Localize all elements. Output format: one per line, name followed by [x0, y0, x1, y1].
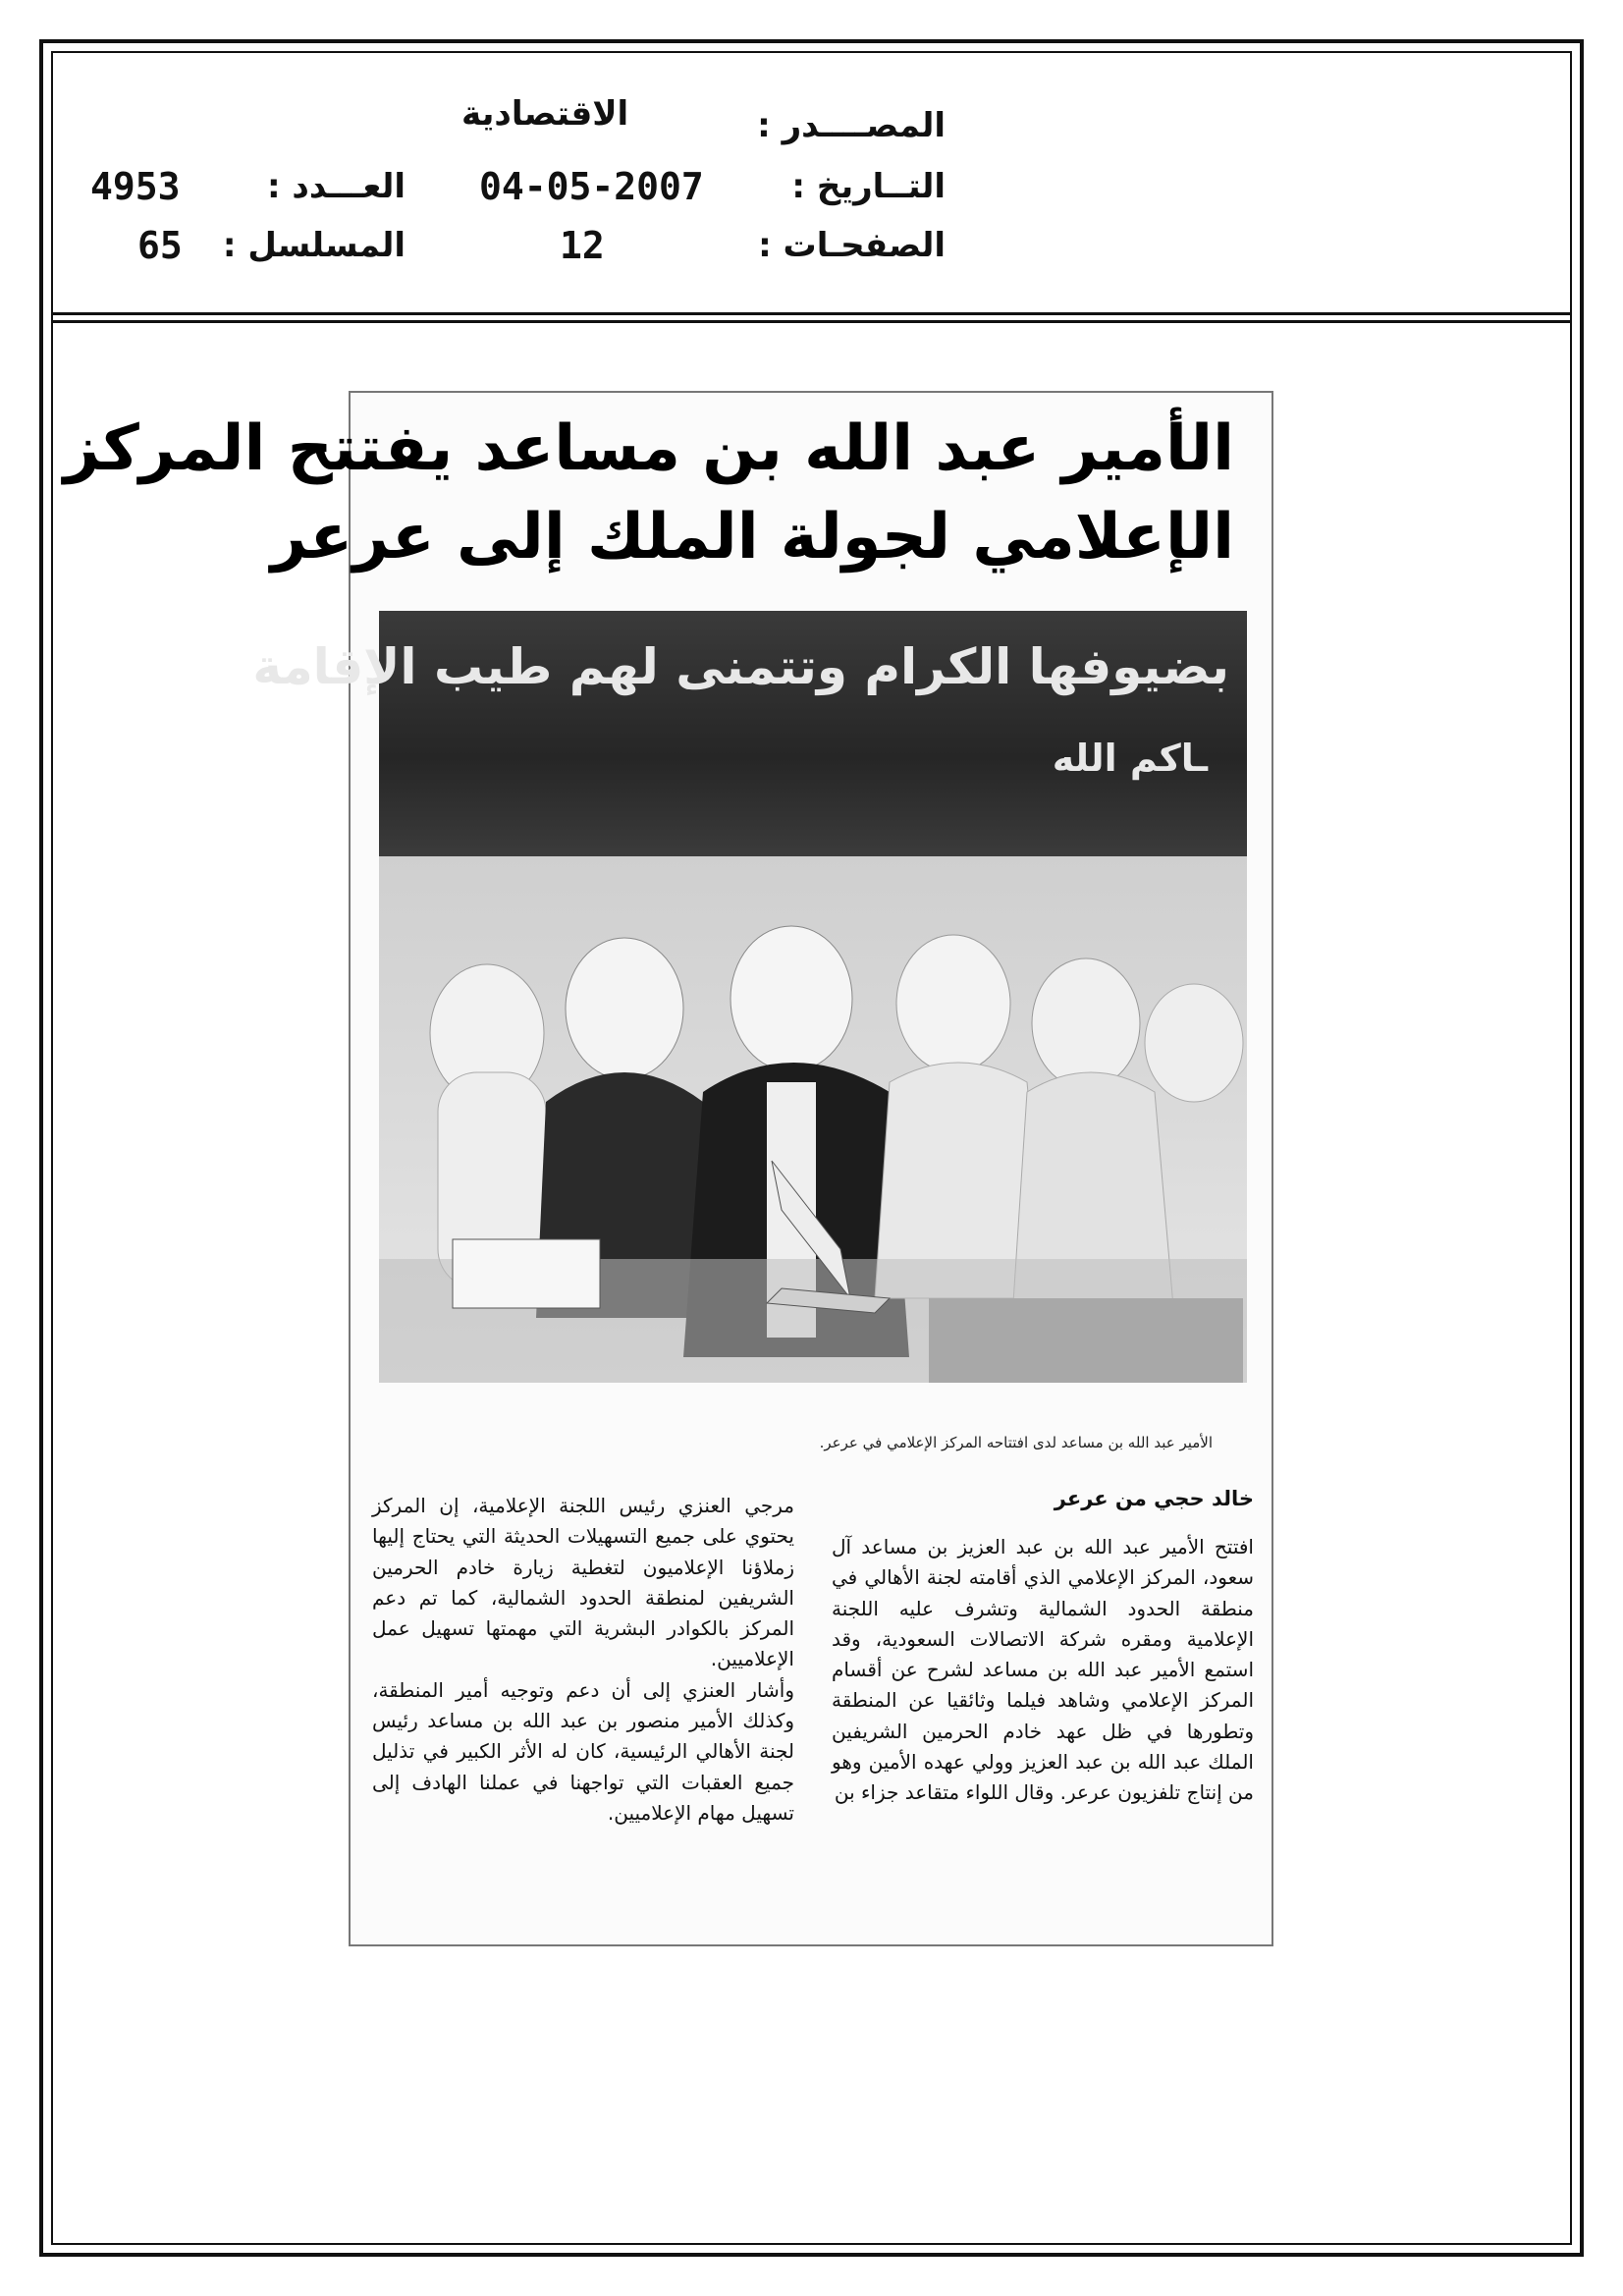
article-paragraph: مرجي العنزي رئيس اللجنة الإعلامية، إن المركز يحتوي على جميع التسهيلات الحديثة التي يحتاج إليها زملاؤنا الإعلاميون لتغطية زيارة خادم الحرمين الشريفين لمنطقة الحدود الشمالية، كما تم دعم المركز بالكوادر البشرية التي مهمتها تسهيل عمل الإعلاميين.	[372, 1494, 794, 1671]
banner-text-line-2: ـاكم الله	[1052, 737, 1208, 780]
article-column-left	[372, 1491, 794, 1829]
serial-value: 65	[137, 224, 183, 267]
pages-label: الصفحـات :	[758, 226, 946, 265]
source-value: الاقتصادية	[461, 94, 629, 134]
header-divider	[51, 312, 1572, 315]
photo-caption: الأمير عبد الله بن مساعد لدى افتتاحه المركز الإعلامي في عرعر.	[819, 1434, 1213, 1451]
headline-line-2: الإعلامي لجولة الملك إلى عرعر	[270, 501, 1234, 574]
pages-value: 12	[560, 224, 605, 267]
headline-line-1: الأمير عبد الله بن مساعد يفتتح المركز	[63, 412, 1234, 485]
article-byline: خالد حجي من عرعر	[1054, 1487, 1254, 1510]
article-column-right	[832, 1532, 1254, 1809]
article-paragraph: وأشار العنزي إلى أن دعم وتوجيه أمير المنطقة، وكذلك الأمير منصور بن عبد الله بن مساعد رئيس لجنة الأهالي الرئيسية، كان له الأثر الكبير في تذليل جميع العقبات التي تواجهنا في عملنا الهادف إلى تسهيل مهام الإعلاميين.	[372, 1677, 794, 1825]
issue-value: 4953	[90, 165, 181, 208]
banner-text-line-1: بضيوفها الكرام وتتمنى لهم طيب الإقامة	[252, 638, 1229, 695]
source-label: المصــــدر :	[757, 106, 946, 145]
photo-scene	[379, 611, 1247, 1383]
serial-label: المسلسل :	[222, 226, 406, 265]
issue-label: العـــدد :	[267, 167, 406, 206]
header-divider-double	[51, 320, 1572, 323]
date-value: 04-05-2007	[479, 165, 704, 208]
article-paragraph: افتتح الأمير عبد الله بن عبد العزيز بن مساعد آل سعود، المركز الإعلامي الذي أقامته لجنة الأهالي في منطقة الحدود الشمالية وتشرف عليه اللجنة الإعلامية ومقره شركة الاتصالات السعودية، وقد استمع الأمير عبد الله بن مساعد لشرح عن أقسام المركز الإعلامي وشاهد فيلما وثائقيا عن المنطقة وتطورها في ظل عهد خادم الحرمين الشريفين الملك عبد الله بن عبد العزيز وولي عهده الأمين وهو من إنتاج تلفزيون عرعر. وقال اللواء متقاعد جزاء بن	[832, 1535, 1254, 1805]
article-photo	[252, 611, 1247, 1383]
newspaper-clipping	[63, 391, 1273, 1946]
date-label: التــاريخ :	[791, 167, 946, 206]
